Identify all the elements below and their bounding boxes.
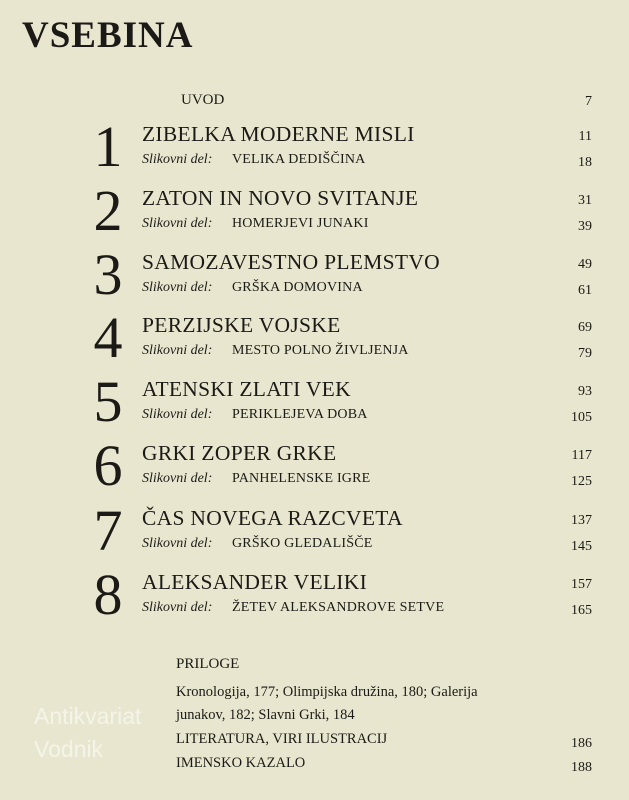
appendix-heading: PRILOGE	[176, 656, 240, 672]
chapter-number: 5	[93, 369, 123, 434]
watermark	[34, 700, 184, 766]
chapter-page-number: 11	[578, 129, 592, 144]
subsection-title: PANHELENSKE IGRE	[232, 471, 371, 486]
chapter-title: ZATON IN NOVO SVITANJE	[142, 186, 419, 210]
chapter-title: ZIBELKA MODERNE MISLI	[142, 122, 415, 146]
chapter-number: 6	[93, 433, 123, 498]
subsection-page-number: 125	[571, 474, 592, 489]
chapter-entry	[0, 562, 629, 630]
chapter-title: ATENSKI ZLATI VEK	[142, 377, 351, 401]
subsection-page-number: 145	[571, 539, 592, 554]
intro-page-number: 7	[585, 94, 592, 109]
chapter-page-number: 69	[578, 320, 592, 335]
subsection-title: VELIKA DEDIŠČINA	[232, 152, 366, 167]
subsection-title: PERIKLEJEVA DOBA	[232, 407, 368, 422]
appendix-contents-line: junakov, 182; Slavni Grki, 184	[176, 707, 355, 723]
chapter-title: PERZIJSKE VOJSKE	[142, 313, 341, 337]
subsection-title: HOMERJEVI JUNAKI	[232, 216, 369, 231]
index-page-number: 188	[571, 760, 592, 775]
chapter-title: ČAS NOVEGA RAZCVETA	[142, 506, 403, 530]
subsection-page-number: 79	[578, 346, 592, 361]
subsection-prefix: Slikovni del:	[142, 600, 213, 615]
subsection-prefix: Slikovni del:	[142, 407, 213, 422]
chapter-page-number: 93	[578, 384, 592, 399]
subsection-title: GRŠKO GLEDALIŠČE	[232, 536, 373, 551]
chapter-page-number: 31	[578, 193, 592, 208]
chapter-number: 4	[93, 305, 123, 370]
subsection-page-number: 165	[571, 603, 592, 618]
watermark-line: Antikvariat	[34, 703, 142, 729]
subsection-page-number: 61	[578, 283, 592, 298]
chapter-number: 7	[93, 498, 123, 563]
subsection-page-number: 39	[578, 219, 592, 234]
chapter-entry	[0, 305, 629, 373]
chapter-number: 8	[93, 562, 123, 627]
chapter-entry	[0, 242, 629, 310]
chapter-page-number: 137	[571, 513, 592, 528]
appendix-contents-line: Kronologija, 177; Olimpijska družina, 180; Galerija	[176, 684, 478, 700]
chapter-entry	[0, 114, 629, 182]
subsection-prefix: Slikovni del:	[142, 280, 213, 295]
watermark-line: Vodnik	[34, 736, 104, 762]
chapter-page-number: 117	[571, 448, 592, 463]
chapter-number: 3	[93, 242, 123, 307]
subsection-title: ŽETEV ALEKSANDROVE SETVE	[232, 600, 445, 615]
subsection-prefix: Slikovni del:	[142, 343, 213, 358]
subsection-page-number: 105	[571, 410, 592, 425]
chapter-title: GRKI ZOPER GRKE	[142, 441, 337, 465]
literature-label: LITERATURA, VIRI ILUSTRACIJ	[176, 731, 388, 747]
chapter-page-number: 157	[571, 577, 592, 592]
subsection-prefix: Slikovni del:	[142, 536, 213, 551]
chapter-entry	[0, 433, 629, 501]
chapter-title: ALEKSANDER VELIKI	[142, 570, 368, 594]
subsection-page-number: 18	[578, 155, 592, 170]
subsection-prefix: Slikovni del:	[142, 152, 213, 167]
chapter-entry	[0, 369, 629, 437]
chapter-entry	[0, 178, 629, 246]
chapter-page-number: 49	[578, 257, 592, 272]
chapter-title: SAMOZAVESTNO PLEMSTVO	[142, 250, 440, 274]
chapter-number: 1	[93, 114, 123, 179]
subsection-prefix: Slikovni del:	[142, 216, 213, 231]
subsection-prefix: Slikovni del:	[142, 471, 213, 486]
chapter-number: 2	[93, 178, 123, 243]
subsection-title: MESTO POLNO ŽIVLJENJA	[232, 343, 409, 358]
intro-label: UVOD	[181, 92, 225, 108]
subsection-title: GRŠKA DOMOVINA	[232, 280, 363, 295]
page-title: VSEBINA	[22, 15, 194, 56]
literature-page-number: 186	[571, 736, 592, 751]
index-label: IMENSKO KAZALO	[176, 755, 306, 771]
chapter-entry	[0, 498, 629, 566]
